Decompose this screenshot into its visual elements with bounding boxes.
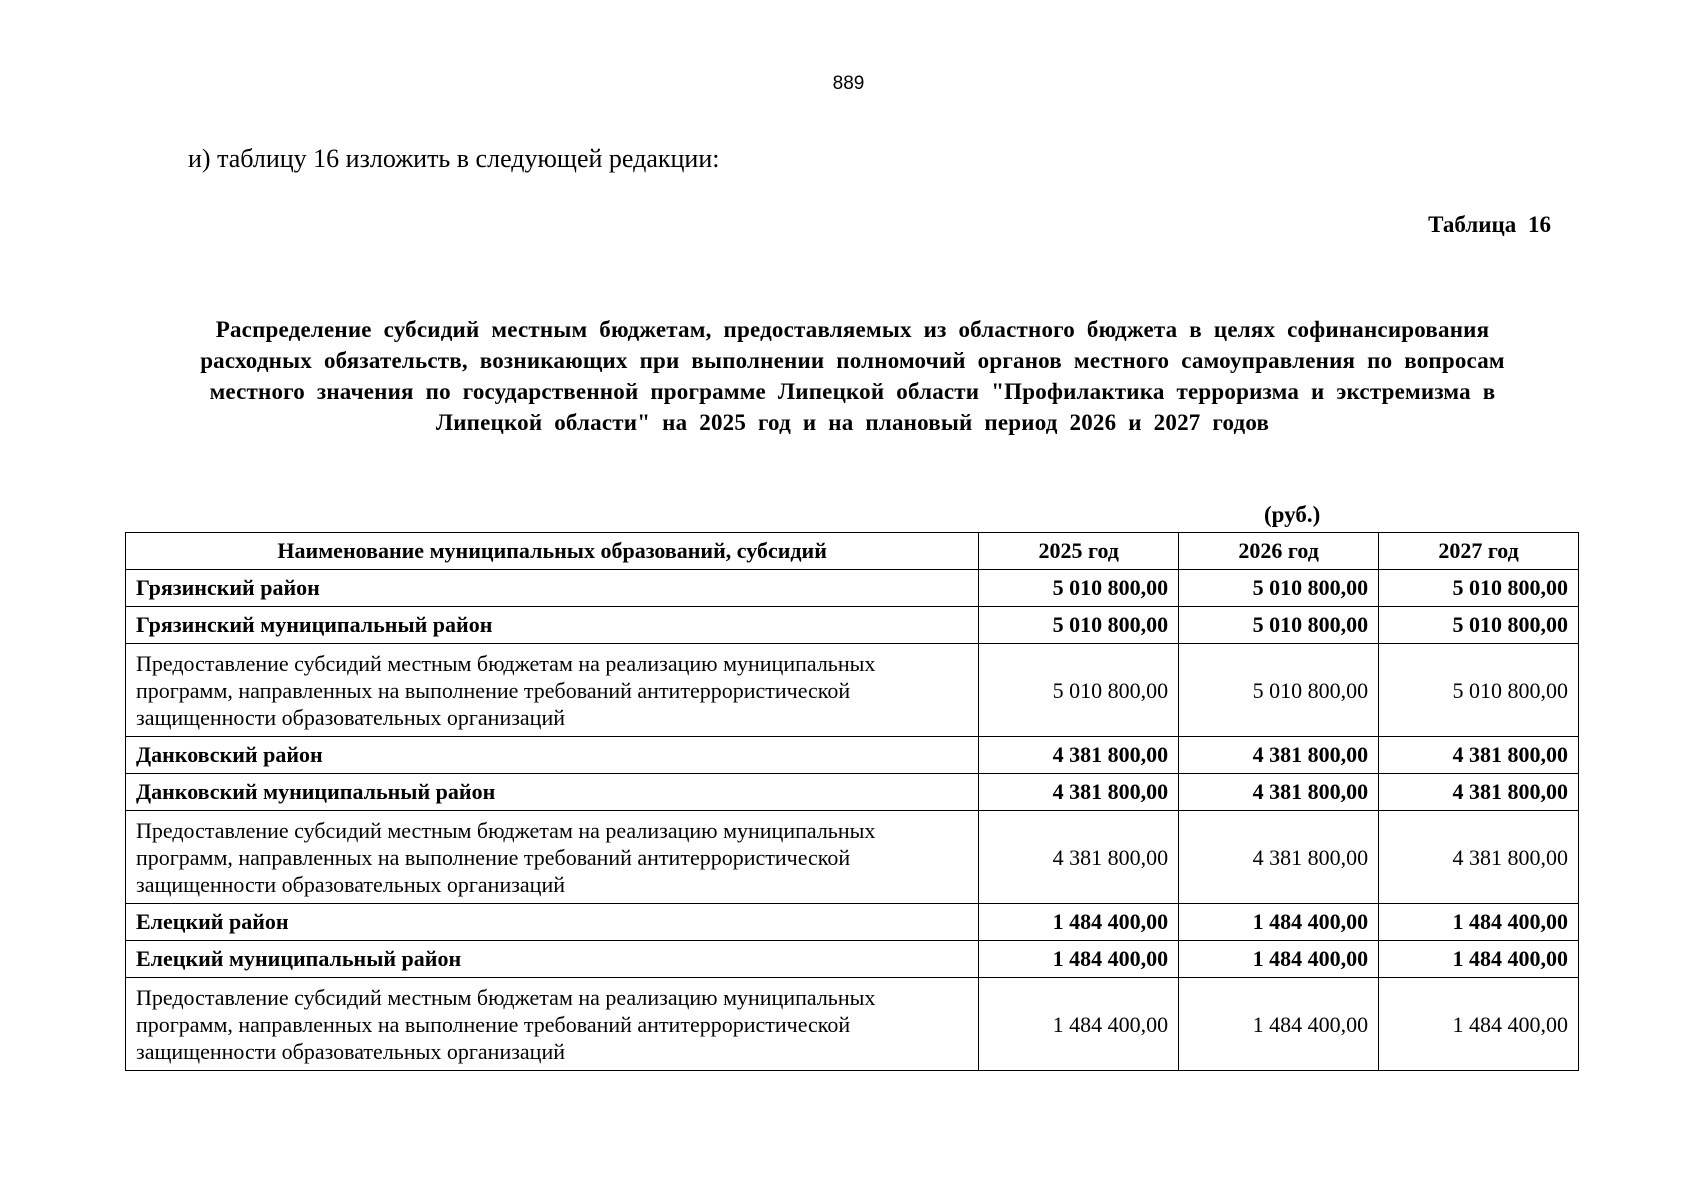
value-2027: 1 484 400,00 (1379, 941, 1579, 978)
header-2026: 2026 год (1179, 533, 1379, 570)
row-name: Грязинский муниципальный район (126, 607, 979, 644)
table-row (126, 941, 1579, 978)
table-header-row (126, 533, 1579, 570)
row-name: Предоставление субсидий местным бюджетам на реализацию муниципальных программ, направленных на выполнение требований антитеррористической защищенности образовательных организаций (126, 811, 979, 904)
value-2025: 4 381 800,00 (979, 811, 1179, 904)
value-2025: 4 381 800,00 (979, 737, 1179, 774)
table-heading: Распределение субсидий местным бюджетам, предоставляемых из областного бюджета в целях софинансирования расходных обязательств, возникающих при выполнении полномочий органов местного самоуправления по вопросам местного значения по государственной программе Липецкой области "Профилактика терроризма и экстремизма в Липецкой области" на 2025 год и на плановый период 2026 и 2027 годов (200, 317, 1505, 435)
value-2026: 5 010 800,00 (1179, 570, 1379, 607)
header-2025: 2025 год (979, 533, 1179, 570)
value-2027: 1 484 400,00 (1379, 904, 1579, 941)
row-name: Предоставление субсидий местным бюджетам на реализацию муниципальных программ, направленных на выполнение требований антитеррористической защищенности образовательных организаций (126, 978, 979, 1071)
value-2027: 1 484 400,00 (1379, 978, 1579, 1071)
value-2025: 4 381 800,00 (979, 774, 1179, 811)
value-2026: 4 381 800,00 (1179, 774, 1379, 811)
row-name: Данковский муниципальный район (126, 774, 979, 811)
header-2027: 2027 год (1379, 533, 1579, 570)
table-row (126, 978, 1579, 1071)
table-row (126, 644, 1579, 737)
row-name: Елецкий муниципальный район (126, 941, 979, 978)
value-2025: 1 484 400,00 (979, 978, 1179, 1071)
value-2026: 1 484 400,00 (1179, 978, 1379, 1071)
page-number: 889 (832, 73, 865, 94)
value-2026: 1 484 400,00 (1179, 904, 1379, 941)
table-row (126, 904, 1579, 941)
value-2025: 5 010 800,00 (979, 570, 1179, 607)
value-2027: 4 381 800,00 (1379, 737, 1579, 774)
units-label: (руб.) (1264, 502, 1321, 527)
row-name: Данковский район (126, 737, 979, 774)
value-2026: 4 381 800,00 (1179, 737, 1379, 774)
table-row (126, 774, 1579, 811)
table-row (126, 811, 1579, 904)
value-2025: 5 010 800,00 (979, 607, 1179, 644)
value-2027: 5 010 800,00 (1379, 570, 1579, 607)
intro-text: и) таблицу 16 изложить в следующей редакции: (188, 144, 720, 173)
value-2025: 5 010 800,00 (979, 644, 1179, 737)
value-2025: 1 484 400,00 (979, 904, 1179, 941)
subsidy-table (125, 532, 1579, 1071)
table-row (126, 570, 1579, 607)
value-2026: 5 010 800,00 (1179, 644, 1379, 737)
row-name: Грязинский район (126, 570, 979, 607)
value-2026: 4 381 800,00 (1179, 811, 1379, 904)
value-2026: 1 484 400,00 (1179, 941, 1379, 978)
row-name: Предоставление субсидий местным бюджетам на реализацию муниципальных программ, направленных на выполнение требований антитеррористической защищенности образовательных организаций (126, 644, 979, 737)
value-2027: 4 381 800,00 (1379, 811, 1579, 904)
table-row (126, 737, 1579, 774)
header-name: Наименование муниципальных образований, субсидий (126, 533, 979, 570)
value-2026: 5 010 800,00 (1179, 607, 1379, 644)
table-row (126, 607, 1579, 644)
value-2027: 4 381 800,00 (1379, 774, 1579, 811)
table-caption: Таблица 16 (1428, 212, 1551, 237)
value-2027: 5 010 800,00 (1379, 607, 1579, 644)
row-name: Елецкий район (126, 904, 979, 941)
value-2025: 1 484 400,00 (979, 941, 1179, 978)
value-2027: 5 010 800,00 (1379, 644, 1579, 737)
